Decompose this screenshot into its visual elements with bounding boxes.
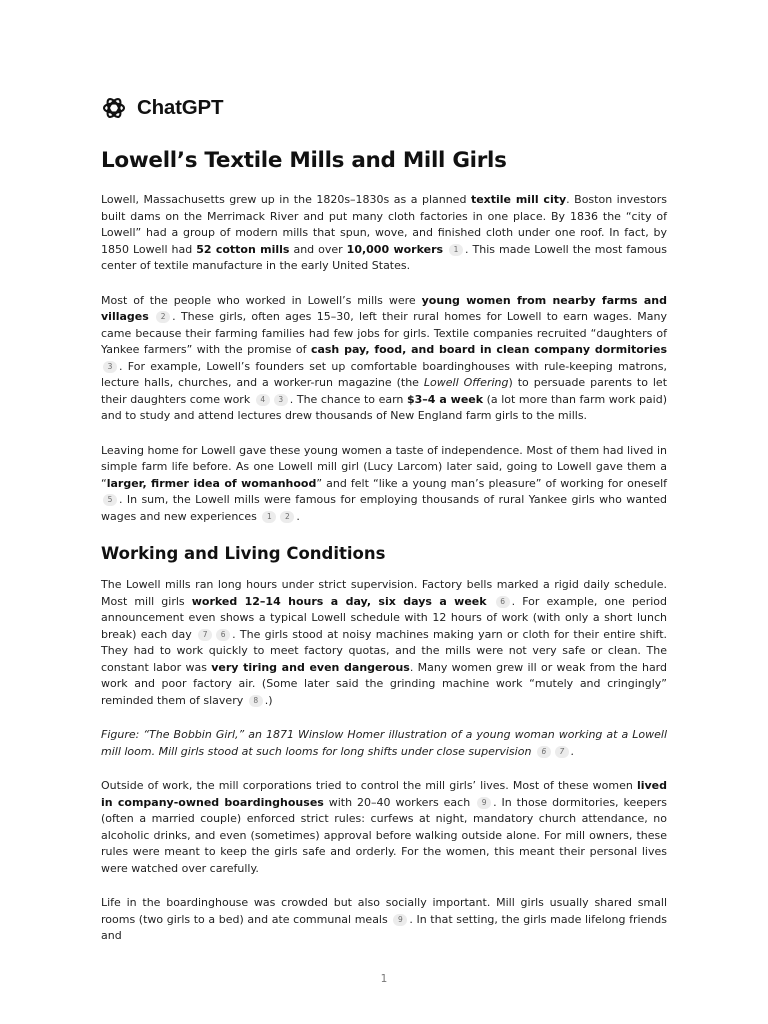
citation-badge[interactable]: 1	[449, 244, 463, 256]
openai-logo-icon	[101, 95, 127, 121]
citation-badge[interactable]: 1	[262, 511, 276, 523]
paragraph-boardinghouses: Outside of work, the mill corporations tried to control the mill girls’ lives. Most of these women lived in company-owned boardinghouses with 20–40 workers each 9 . In those dormitories, keepers (often a married couple) enforced strict rules: curfews at night, mandatory church attendance, no alcoholic drinks, and even (sometimes) approval before walking outside alone. For mill owners, these rules were meant to keep the girls safe and orderly. For the women, this meant their personal lives were watched over carefully.	[101, 779, 668, 875]
citation-badge[interactable]: 7	[555, 746, 569, 758]
section-heading: Working and Living Conditions	[101, 544, 386, 563]
citation-badge[interactable]: 6	[496, 596, 510, 608]
page-title: Lowell’s Textile Mills and Mill Girls	[101, 148, 507, 173]
citation-badge[interactable]: 9	[393, 914, 407, 926]
page-number: 1	[380, 973, 388, 985]
citation-badge[interactable]: 8	[249, 695, 263, 707]
paragraph-workers: Most of the people who worked in Lowell’s mills were young women from nearby farms and villages 2 . These girls, often ages 15–30, left their rural homes for Lowell to earn wages. Many came because their farming families had few jobs for girls. Textile companies recruited “daughters of Yankee farmers” with the promise of cash pay, food, and board in clean company dormitories 3 . For example, Lowell’s founders set up comfortable boardinghouses with rule-keeping matrons, lecture halls, churches, and a worker-run magazine (the Lowell Offering) to persuade parents to let their daughters come work 4 3 . The chance to earn $3–4 a week (a lot more than farm work paid) and to study and attend lectures drew thousands of New England farm girls to the mills.	[101, 293, 668, 422]
citation-badge[interactable]: 6	[216, 629, 230, 641]
citation-badge[interactable]: 2	[280, 511, 294, 523]
citation-badge[interactable]: 5	[103, 494, 117, 506]
citation-badge[interactable]: 3	[103, 361, 117, 373]
document-page	[101, 94, 667, 945]
paragraph-hours: The Lowell mills ran long hours under strict supervision. Factory bells marked a rigid daily schedule. Most mill girls worked 12–14 hours a day, six days a week 6 . For example, one period announcement even shows a typical Lowell schedule with 12 hours of work (with only a short lunch break) each day 7 6 . The girls stood at noisy machines making yarn or cloth for their entire shift. They had to work quickly to meet factory quotas, and the mills were not very safe or clean. The constant labor was very tiring and even dangerous. Many women grew ill or weak from the hard work and poor factory air. (Some later said the grinding machine work “mutely and cringingly” reminded them of slavery 8 .)	[101, 578, 668, 707]
citation-badge[interactable]: 3	[274, 394, 288, 406]
paragraph-independence: Leaving home for Lowell gave these young women a taste of independence. Most of them had lived in simple farm life before. As one Lowell mill girl (Lucy Larcom) later said, going to Lowell gave them a “larger, firmer idea of womanhood” and felt “like a young man’s pleasure” of working for oneself 5 . In sum, the Lowell mills were famous for employing thousands of rural Yankee girls who wanted wages and new experiences 1 2 .	[101, 443, 668, 523]
brand-name: ChatGPT	[137, 96, 224, 119]
citation-badge[interactable]: 6	[537, 746, 551, 758]
figure-caption: Figure: “The Bobbin Girl,” an 1871 Winslow Homer illustration of a young woman working at a Lowell mill loom. Mill girls stood at such looms for long shifts under close supervision 6 7 .	[101, 728, 667, 758]
citation-badge[interactable]: 4	[256, 394, 270, 406]
citation-badge[interactable]: 9	[477, 797, 491, 809]
citation-badge[interactable]: 7	[198, 629, 212, 641]
paragraph-intro: Lowell, Massachusetts grew up in the 1820s–1830s as a planned textile mill city. Boston investors built dams on the Merrimack River and put many cloth factories in one place. By 1836 the “city of Lowell” had a group of modern mills that spun, wove, and finished cloth under one roof. In fact, by 1850 Lowell had 52 cotton mills and over 10,000 workers 1 . This made Lowell the most famous center of textile manufacture in the early United States.	[101, 193, 668, 272]
citation-badge[interactable]: 2	[156, 311, 170, 323]
brand-header	[101, 94, 667, 122]
paragraph-social-life: Life in the boardinghouse was crowded but also socially important. Mill girls usually shared small rooms (two girls to a bed) and ate communal meals 9 . In that setting, the girls made lifelong friends and	[101, 896, 667, 942]
